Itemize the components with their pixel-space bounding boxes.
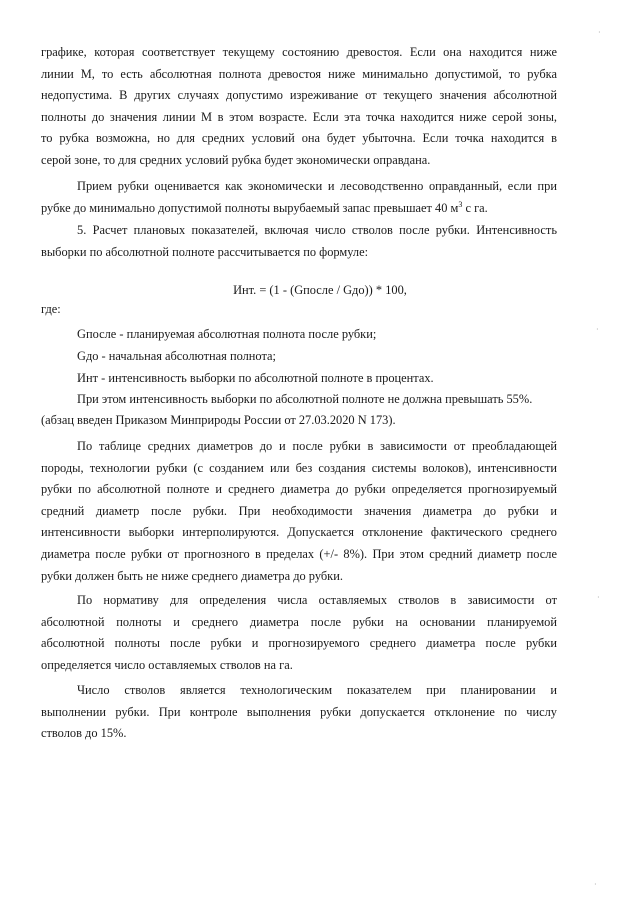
paragraph-calc-intro [41, 220, 557, 263]
text-line: рубке до минимально допустимой полноты вырубаемый запас превышает 40 $м^3$ с га. [41, 199, 488, 215]
text-line: то рубка возможна, но для средних условий она будет убыточна. Если точка находится в [41, 131, 557, 146]
text-line: По нормативу для определения числа оставляемых стволов в зависимости от [77, 593, 557, 607]
definition-g-before: Gдо - начальная абсолютная полнота; [77, 349, 276, 363]
where-label: где: [41, 302, 61, 316]
scan-speck: · [594, 880, 597, 889]
text-line: серой зоне, то для средних условий рубка будет экономически оправдана. [41, 152, 431, 167]
text-line: По таблице средних диаметров до и после рубки в зависимости от преобладающей [77, 439, 557, 453]
paragraph-economic-justification [41, 176, 557, 219]
text-line: интенсивности выборки интерполируются. Допускается отклонение фактического среднего [41, 525, 557, 540]
text-line: породы, технологии рубки (с созданием или без создания системы волоков), интенсивности [41, 460, 557, 475]
superscript: 3 [458, 199, 463, 209]
scan-speck: · [596, 325, 599, 334]
text-line: Число стволов является технологическим показателем при планировании и [77, 683, 557, 697]
text-line: Прием рубки оценивается как экономически и лесоводственно оправданный, если при [77, 179, 557, 193]
scan-speck: · [598, 28, 601, 37]
paragraph-line-M [41, 42, 557, 172]
definition-g-after: Gпосле - планируемая абсолютная полнота после рубки; [77, 327, 377, 341]
text-line: средний диаметр после рубки. При необходимости значения диаметра до рубки и [41, 503, 557, 518]
amendment-note: (абзац введен Приказом Минприроды России от 27.03.2020 N 173). [41, 413, 396, 427]
text-line: абсолютной полноты и среднего диаметра после рубки на основании планируемой [41, 614, 557, 629]
text-line: выполнении рубки. При контроле выполнения рубки допускается отклонение по числу [41, 704, 557, 719]
text-line: полноты до значения линии М в этом возрасте. Если эта точка находится ниже серой зоны, [41, 109, 557, 124]
scan-speck: · [597, 593, 600, 602]
text-line: стволов до 15%. [41, 726, 127, 741]
text-line: абсолютной полноты после рубки и прогнозируемого среднего диаметра после рубки [41, 636, 557, 651]
paragraph-diameter-table [41, 436, 557, 587]
intensity-limit: При этом интенсивность выборки по абсолютной полноте не должна превышать 55%. [77, 392, 533, 406]
text-line: определяется число оставляемых стволов на га. [41, 657, 293, 672]
text-line: рубки должен быть не ниже среднего диаметра до рубки. [41, 568, 343, 583]
text-line: 5. Расчет плановых показателей, включая число стволов после рубки. Интенсивность [77, 223, 557, 237]
text-line: графике, которая соответствует текущему состоянию древостоя. Если она находится ниже [41, 45, 557, 59]
paragraph-stem-count-tolerance [41, 680, 557, 745]
formula: Инт. = (1 - (Gпосле / Gдо)) * 100, [233, 283, 407, 297]
text-line: линии М, то есть абсолютная полнота древостоя ниже минимально допустимой, то рубка [41, 66, 557, 81]
text-line: недопустима. В других случаях допустимо изреживание от текущего значения абсолютной [41, 88, 557, 103]
text-line: выборки по абсолютной полноте рассчитывается по формуле: [41, 244, 369, 259]
text-line: диаметра после рубки от прогнозного в пределах (+/- 8%). При этом средний диаметр после [41, 546, 557, 561]
text-line: рубки по абсолютной полноте и среднего диаметра до рубки определяется прогнозируемый [41, 482, 557, 497]
definition-intensity: Инт - интенсивность выборки по абсолютной полноте в процентах. [77, 371, 434, 385]
paragraph-stem-count-norm [41, 590, 557, 676]
